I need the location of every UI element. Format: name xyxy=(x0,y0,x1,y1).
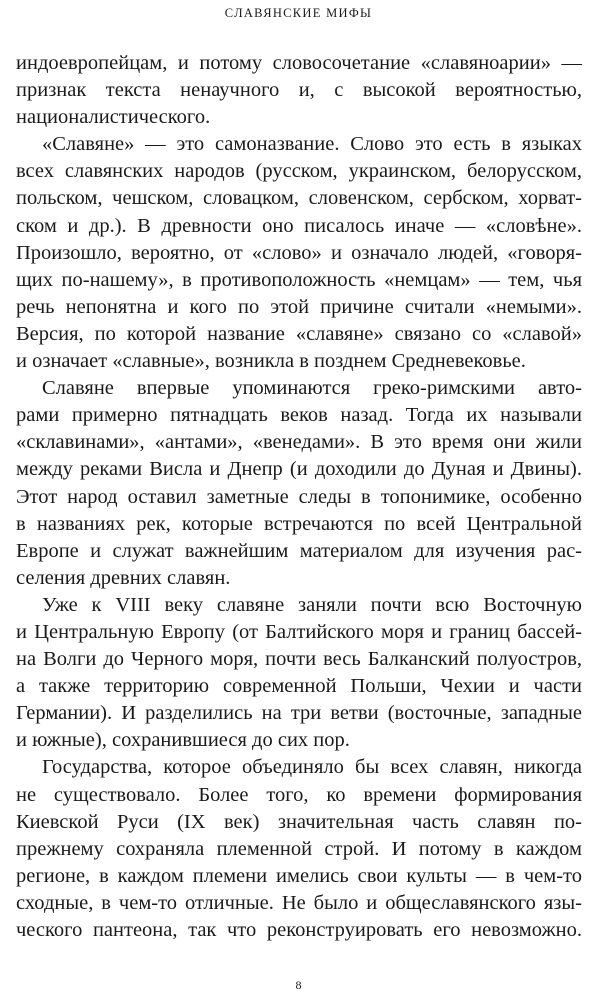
text-line: признак текста ненаучного и, с высокой вероятностью, xyxy=(16,79,582,102)
text-line: «Славяне» — это самоназвание. Слово это есть в языках xyxy=(42,133,582,156)
text-line: и южные), сохранившиеся до сих пор. xyxy=(16,729,350,752)
text-line: прежнему сохраняла племенной строй. И потому в каждом xyxy=(16,837,582,860)
text-line: Европе и служат важнейшим материалом для изучения рас- xyxy=(16,539,582,562)
text-line: Версия, по которой название «славяне» связано со «славой» xyxy=(16,322,582,345)
text-line: а также территорию современной Польши, Чехии и части xyxy=(16,675,582,698)
text-line: в названиях рек, которые встречаются по всей Центральной xyxy=(16,512,582,535)
text-line: Произошло, вероятно, от «слово» и означало людей, «говоря- xyxy=(16,241,582,264)
text-line: рами примерно пятнадцать веков назад. Тогда их называли xyxy=(16,404,582,427)
text-line: Государства, которое объединяло бы всех славян, никогда xyxy=(42,756,582,779)
text-line: селения древних славян. xyxy=(16,566,231,589)
page-number: 8 xyxy=(295,978,302,992)
text-line: речь непонятна и кого по этой причине считали «немыми». xyxy=(16,295,582,318)
text-line: и означает «славные», возникла в позднем Средневековье. xyxy=(16,350,526,373)
text-line: Этот народ оставил заметные следы в топонимике, особенно xyxy=(16,485,582,508)
text-line: Уже к VIII веку славяне заняли почти всю Восточную xyxy=(42,593,582,616)
text-line: польском, чешском, словацком, словенском, сербском, хорват- xyxy=(16,187,582,210)
text-line: сходные, в чем-то отличные. Не было и общеславянского язы- xyxy=(16,891,582,914)
text-line: и Центральную Европу (от Балтийского моря и границ бассей- xyxy=(16,620,582,643)
text-line: «склавинами», «антами», «венедами». В это время они жили xyxy=(16,431,582,454)
text-line: ческого пантеона, так что реконструировать его невозможно. xyxy=(16,919,582,941)
text-line: щих по-нашему», в противоположность «немцам» — тем, чья xyxy=(16,268,582,291)
running-head: СЛАВЯНСКИЕ МИФЫ xyxy=(224,6,373,20)
text-line: регионе, в каждом племени имелись свои культы — в чем-то xyxy=(16,864,582,887)
text-line: на Волги до Черного моря, почти весь Балканский полуостров, xyxy=(16,648,582,671)
body-text xyxy=(16,50,582,944)
text-line: всех славянских народов (русском, украинском, белорусском, xyxy=(16,160,582,183)
text-line: националистического. xyxy=(16,106,211,129)
text-line: Киевской Руси (IX век) значительная часть славян по- xyxy=(16,810,582,833)
text-line: между реками Висла и Днепр (и доходили до Дуная и Двины). xyxy=(16,458,582,481)
text-line: индоевропейцам, и потому словосочетание «славяноарии» — xyxy=(16,52,582,74)
text-line: Германии). И разделились на три ветви (восточные, западные xyxy=(16,702,582,725)
text-line: ском и др.). В древности оно писалось иначе — «словѣне». xyxy=(16,214,582,237)
text-line: Славяне впервые упоминаются греко-римскими авто- xyxy=(42,377,582,400)
text-line: не существовало. Более того, ко времени формирования xyxy=(16,783,582,806)
